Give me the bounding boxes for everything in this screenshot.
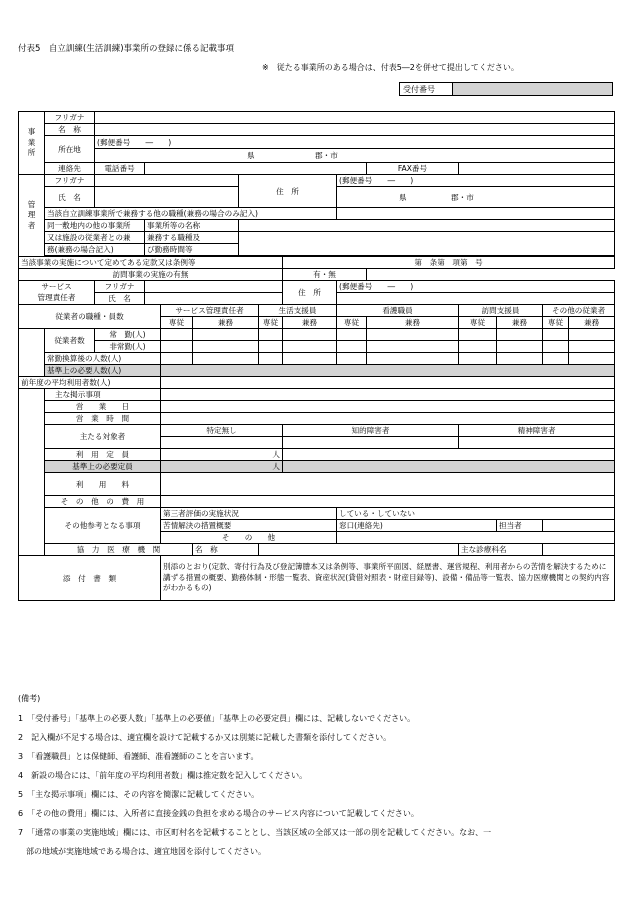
- staff-cell[interactable]: [161, 341, 193, 353]
- staff-header: 従業者の職種・員数: [19, 305, 161, 329]
- concurrent-job-field[interactable]: [239, 232, 615, 256]
- staff-cell[interactable]: [337, 341, 367, 353]
- other-field[interactable]: [337, 532, 615, 544]
- staff-cell[interactable]: [283, 329, 337, 341]
- staff-cell[interactable]: [497, 341, 543, 353]
- prev-year-label: 前年度の平均利用者数(人): [19, 377, 161, 389]
- ken-label: 兼務: [497, 317, 543, 329]
- role-service-manager: サービス管理責任者: [161, 305, 259, 317]
- jigyosho-fax-field[interactable]: [459, 163, 615, 175]
- kanrisha-other-job-label: 当該自立訓練事業所で兼務する他の職種(兼務の場合のみ記入): [45, 208, 337, 220]
- staff-cell[interactable]: [459, 341, 497, 353]
- jigyosho-address-label: 所在地: [45, 136, 95, 163]
- ken-label: 兼務: [569, 317, 615, 329]
- top-note: ※ 従たる事業所のある場合は、付表5―2を併せて提出してください。: [262, 63, 519, 72]
- medical-label: 協 力 医 療 機 関: [45, 544, 193, 556]
- role-visit-support: 訪問支援員: [459, 305, 543, 317]
- person-label: 担当者: [497, 520, 543, 532]
- staff-cell[interactable]: [497, 353, 543, 365]
- remark-item: 6 「その他の費用」欄には、入所者に直接金銭の負担を求める場合のサービス内容について記載してください。: [18, 809, 419, 818]
- staff-count-label: 従業者数: [45, 329, 95, 353]
- required-staff-field: [161, 365, 615, 377]
- staff-cell[interactable]: [283, 353, 337, 365]
- service-manager-postal[interactable]: (郵便番号 ― ): [337, 281, 615, 293]
- fulltime-label: 常 勤(人): [95, 329, 161, 341]
- jigyosho-phone-field[interactable]: [145, 163, 367, 175]
- kanrisha-furigana-field[interactable]: [95, 175, 239, 187]
- attachment-label: 添 付 書 類: [19, 556, 161, 601]
- business-hours-label: 営 業 時 間: [45, 413, 161, 425]
- kanrisha-postal[interactable]: (郵便番号 ― ): [337, 175, 615, 187]
- std-capacity-field: 人: [161, 461, 283, 473]
- service-manager-address-label: 住 所: [283, 281, 337, 305]
- jigyosho-phone-label: 電話番号: [95, 163, 145, 175]
- receipt-number-field: [453, 83, 613, 96]
- jigyosho-group-label: 事業所: [19, 112, 45, 175]
- staff-cell[interactable]: [367, 329, 459, 341]
- jigyosho-fax-label: FAX番号: [367, 163, 459, 175]
- staff-cell[interactable]: [569, 341, 615, 353]
- target-mental[interactable]: 精神障害者: [459, 425, 615, 437]
- business-days-label: 営 業 日: [45, 401, 161, 413]
- sen-label: 専従: [543, 317, 569, 329]
- same-site-label-2: 又は施設の従業者との兼: [45, 232, 145, 244]
- jigyosho-furigana-field[interactable]: [95, 112, 615, 124]
- same-site-label-3: 務(兼務の場合記入): [45, 244, 145, 256]
- concurrent-job-label-2: び勤務時間等: [145, 244, 239, 256]
- kanrisha-furigana-label: フリガナ: [45, 175, 95, 187]
- kanrisha-name-field[interactable]: [95, 187, 239, 208]
- receipt-label: 受付番号: [400, 83, 453, 96]
- jigyosho-contact-label: 連絡先: [45, 163, 95, 175]
- role-life-support: 生活支援員: [259, 305, 337, 317]
- visit-label: 訪問事業の実施の有無: [19, 269, 283, 281]
- required-staff-label: 基準上の必要人数(人): [45, 365, 161, 377]
- remark-item: 部の地域が実施地域である場合は、適宜地図を添付してください。: [18, 847, 266, 856]
- other-label: そ の 他: [161, 532, 337, 544]
- remark-item: 2 記入欄が不足する場合は、適宜欄を設けて記載するか又は別葉に記載した書類を添付してください。: [18, 733, 392, 742]
- person-field[interactable]: [543, 520, 615, 532]
- staff-cell[interactable]: [569, 353, 615, 365]
- ken-label: 兼務: [283, 317, 337, 329]
- medical-dept-field[interactable]: [543, 544, 615, 556]
- staff-cell[interactable]: [161, 329, 193, 341]
- kanrisha-group-label: 管理者: [19, 175, 45, 257]
- std-capacity-label: 基準上の必要定員: [45, 461, 161, 473]
- office-name-label: 事業所等の名称: [145, 220, 239, 232]
- rules-label: 当該事業の実施について定めてある定款又は条例等: [19, 257, 283, 269]
- concurrent-job-label-1: 兼務する職種及: [145, 232, 239, 244]
- service-manager-label: サービス 管理責任者: [19, 281, 95, 305]
- staff-cell[interactable]: [193, 353, 259, 365]
- staff-cell[interactable]: [193, 341, 259, 353]
- service-manager-name-field[interactable]: [145, 293, 283, 305]
- jigyosho-name-label: 名 称: [45, 124, 95, 136]
- remark-item: 7 「通常の事業の実施地域」欄には、市区町村名を記載することとし、当該区域の全部又は一部の別を記載してください。なお、一: [18, 828, 492, 837]
- staff-cell[interactable]: [543, 341, 569, 353]
- service-manager-furigana-label: フリガナ: [95, 281, 145, 293]
- jigyosho-name-field[interactable]: [95, 124, 615, 136]
- parttime-label: 非常勤(人): [95, 341, 161, 353]
- attachment-text: 別添のとおり(定款、寄付行為及び登記簿謄本又は条例等、事業所平面図、経歴書、運営規程、利用者からの苦情を解決するために講ずる措置の概要、勤務体制・形態一覧表、資産状況(貸借対照表・財産目録等)、設備・備品等一覧表、協力医療機関との契約内容がわかるもの): [161, 556, 615, 601]
- target-none[interactable]: 特定無し: [161, 425, 283, 437]
- medical-dept-label: 主な診療科名: [459, 544, 543, 556]
- staff-cell[interactable]: [259, 329, 283, 341]
- remark-item: 4 新設の場合には、「前年度の平均利用者数」欄は推定数を記入してください。: [18, 771, 308, 780]
- kanrisha-prefecture-line[interactable]: 県 郡・市: [337, 187, 615, 208]
- third-party-label: 第三者評価の実施状況: [161, 508, 337, 520]
- fee-label: 利 用 料: [45, 473, 161, 496]
- window-label[interactable]: 窓口(連絡先): [337, 520, 497, 532]
- receipt-box: [399, 82, 613, 96]
- remark-item: 5 「主な掲示事項」欄には、その内容を簡潔に記載してください。: [18, 790, 260, 799]
- staff-cell[interactable]: [337, 353, 367, 365]
- office-name-field[interactable]: [239, 220, 615, 232]
- rules-value[interactable]: 第 条第 項第 号: [283, 257, 615, 269]
- staff-cell[interactable]: [543, 353, 569, 365]
- sen-label: 専従: [459, 317, 497, 329]
- fee-field[interactable]: [161, 473, 615, 496]
- staff-cell[interactable]: [161, 353, 193, 365]
- staff-cell[interactable]: [259, 353, 283, 365]
- sen-label: 専従: [337, 317, 367, 329]
- staff-cell[interactable]: [193, 329, 259, 341]
- capacity-field[interactable]: 人: [161, 449, 283, 461]
- staff-cell[interactable]: [283, 341, 337, 353]
- staff-cell[interactable]: [569, 329, 615, 341]
- visit-value[interactable]: 有・無: [283, 269, 367, 281]
- prev-year-field[interactable]: [161, 377, 615, 389]
- staff-cell[interactable]: [543, 329, 569, 341]
- kanrisha-name-label: 氏 名: [45, 187, 95, 208]
- service-manager-furigana-field[interactable]: [145, 281, 283, 293]
- staff-cell[interactable]: [497, 329, 543, 341]
- staff-cell[interactable]: [459, 353, 497, 365]
- remarks-title: (備考): [18, 694, 41, 703]
- other-ref-label: その他参考となる事項: [45, 508, 161, 544]
- registration-form: [18, 111, 615, 601]
- jigyosho-prefecture-line[interactable]: 県 郡・市: [95, 149, 615, 163]
- staff-cell[interactable]: [367, 341, 459, 353]
- staff-cell[interactable]: [367, 353, 459, 365]
- same-site-label-1: 同一敷地内の他の事業所: [45, 220, 145, 232]
- kanrisha-address-label: 住 所: [239, 175, 337, 208]
- jigyosho-postal[interactable]: (郵便番号 ― ): [95, 136, 615, 149]
- other-fee-label: そ の 他 の 費 用: [45, 496, 161, 508]
- main-items-header: 主な掲示事項: [45, 389, 161, 401]
- service-manager-name-label: 氏 名: [95, 293, 145, 305]
- staff-cell[interactable]: [259, 341, 283, 353]
- business-days-field[interactable]: [161, 401, 615, 413]
- business-hours-field[interactable]: [161, 413, 615, 425]
- complaint-label: 苦情解決の措置概要: [161, 520, 337, 532]
- sen-label: 専従: [161, 317, 193, 329]
- sen-label: 専従: [259, 317, 283, 329]
- jigyosho-furigana-label: フリガナ: [45, 112, 95, 124]
- remark-item: 3 「看護職員」とは保健師、看護師、准看護師のことを言います。: [18, 752, 259, 761]
- staff-cell[interactable]: [337, 329, 367, 341]
- remark-item: 1 「受付番号」「基準上の必要人数」「基準上の必要値」「基準上の必要定員」欄には、記載しないでください。: [18, 714, 416, 723]
- fte-label: 常勤換算後の人数(人): [45, 353, 161, 365]
- medical-name-label: 名 称: [193, 544, 259, 556]
- service-manager-address-field[interactable]: [337, 293, 615, 305]
- staff-cell[interactable]: [459, 329, 497, 341]
- role-nurse: 看護職員: [337, 305, 459, 317]
- form-title: 付表5 自立訓練(生活訓練)事業所の登録に係る記載事項: [18, 44, 235, 54]
- kanrisha-other-job-field[interactable]: [337, 208, 615, 220]
- ken-label: 兼務: [193, 317, 259, 329]
- target-label: 主たる対象者: [45, 425, 161, 449]
- capacity-label: 利 用 定 員: [45, 449, 161, 461]
- other-fee-field[interactable]: [161, 496, 615, 508]
- ken-label: 兼務: [367, 317, 459, 329]
- third-party-value[interactable]: している・していない: [337, 508, 615, 520]
- role-other-staff: その他の従業者: [543, 305, 615, 317]
- medical-name-field[interactable]: [259, 544, 459, 556]
- target-intellectual[interactable]: 知的障害者: [283, 425, 459, 437]
